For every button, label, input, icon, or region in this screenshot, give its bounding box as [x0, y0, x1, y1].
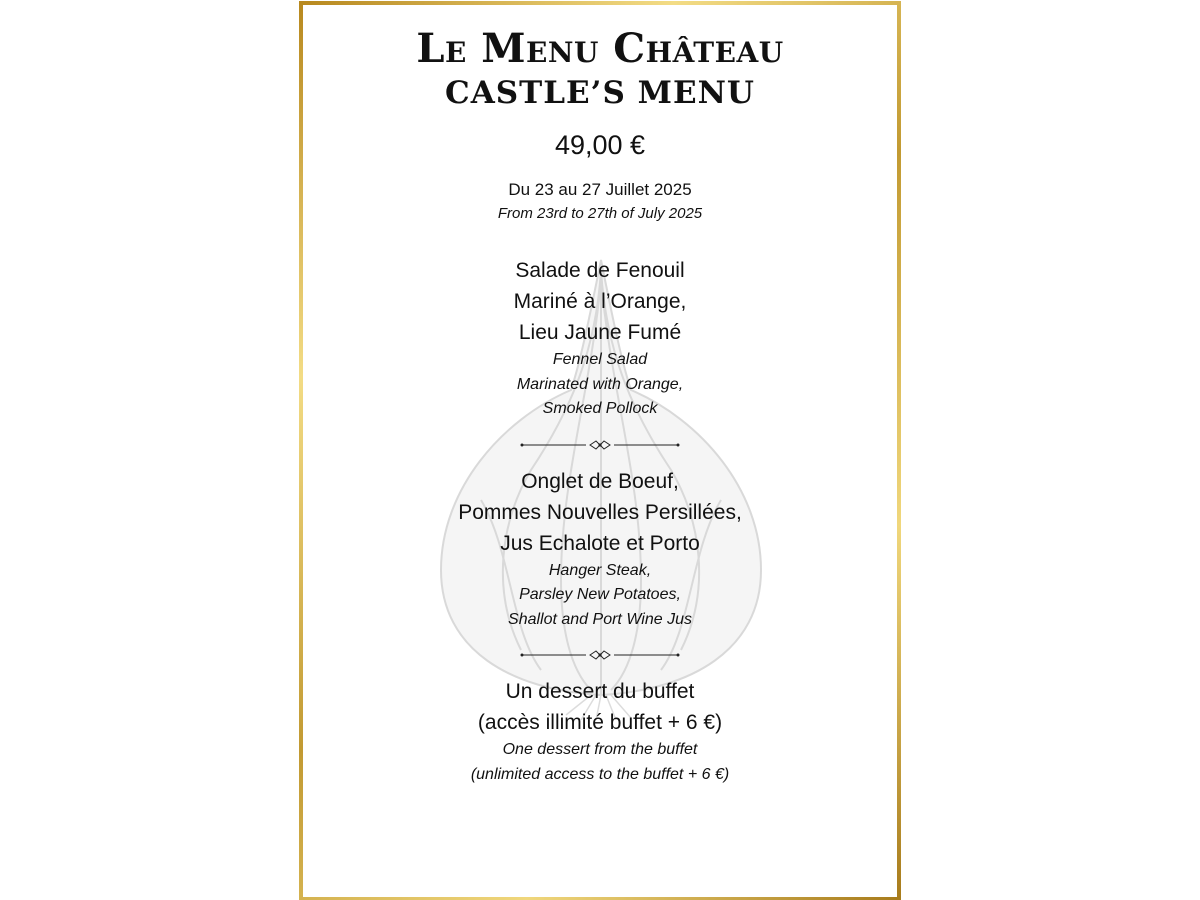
dates-english: From 23rd to 27th of July 2025 — [497, 205, 703, 222]
course-fr-line: Mariné à l’Orange, — [513, 290, 687, 313]
ornamental-divider-icon — [520, 648, 680, 662]
dates-french: Du 23 au 27 Juillet 2025 — [508, 180, 692, 199]
course-en-line: Smoked Pollock — [542, 400, 658, 417]
course-en-line: Marinated with Orange, — [516, 375, 684, 393]
course-fr-line: Onglet de Boeuf, — [521, 469, 679, 493]
course-fr-line: Lieu Jaune Fumé — [518, 321, 682, 344]
menu-content — [303, 5, 897, 787]
menu-title: Le Menu Château — [416, 25, 784, 72]
course-fr-line: Jus Echalote et Porto — [500, 531, 700, 555]
course-fr-line: Un dessert du buffet — [505, 680, 695, 703]
course-fr-line: Salade de Fenouil — [515, 259, 685, 282]
course-en-line: (unlimited access to the buffet + 6 €) — [470, 765, 730, 783]
menu-card — [299, 1, 901, 900]
menu-subtitle: CASTLE’S MENU — [445, 75, 755, 111]
course-dessert — [303, 676, 897, 787]
course-main — [303, 466, 897, 633]
course-en-line: Hanger Steak, — [548, 561, 652, 579]
course-en-line: Fennel Salad — [552, 351, 648, 368]
course-en-line: Parsley New Potatoes, — [519, 586, 681, 603]
course-en-line: Shallot and Port Wine Jus — [508, 610, 692, 628]
course-fr-line: (accès illimité buffet + 6 €) — [477, 711, 723, 734]
menu-price: 49,00 € — [554, 130, 646, 160]
course-en-line: One dessert from the buffet — [502, 741, 698, 758]
ornamental-divider-icon — [520, 438, 680, 452]
course-fr-line: Pommes Nouvelles Persillées, — [458, 500, 742, 524]
course-starter — [303, 255, 897, 422]
